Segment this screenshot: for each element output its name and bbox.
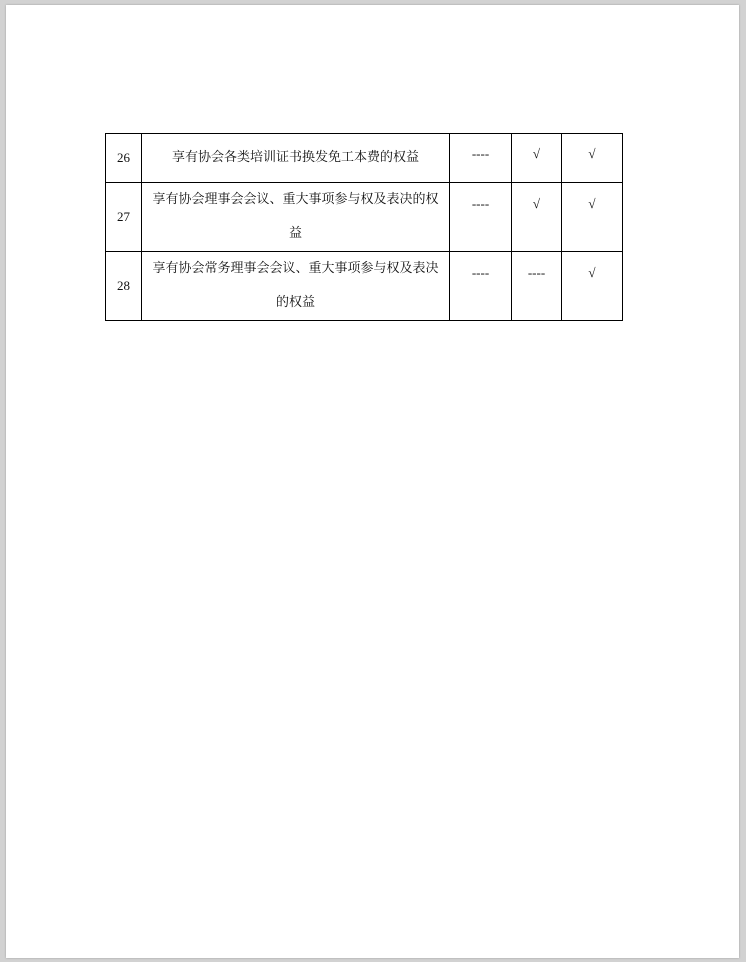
mark-cell: √ xyxy=(562,252,623,321)
document-page xyxy=(6,5,739,958)
right-description xyxy=(142,252,450,321)
mark-cell: √ xyxy=(562,183,623,252)
mark-cell: ---- xyxy=(512,252,562,321)
mark-cell: ---- xyxy=(450,183,512,252)
right-description-text: 享有协会常务理事会会议、重大事项参与权及表决的权益 xyxy=(152,261,439,310)
row-number: 28 xyxy=(106,252,142,321)
table-row xyxy=(106,183,623,252)
mark-cell: √ xyxy=(562,134,623,183)
table-row xyxy=(106,252,623,321)
mark-cell: √ xyxy=(512,134,562,183)
right-description-text: 享有协会理事会会议、重大事项参与权及表决的权益 xyxy=(152,192,439,241)
mark-cell: ---- xyxy=(450,134,512,183)
right-description-text: 享有协会各类培训证书换发免工本费的权益 xyxy=(171,150,419,165)
right-description xyxy=(142,183,450,252)
table-row xyxy=(106,134,623,183)
row-number: 27 xyxy=(106,183,142,252)
mark-cell: √ xyxy=(512,183,562,252)
row-number: 26 xyxy=(106,134,142,183)
mark-cell: ---- xyxy=(450,252,512,321)
right-description xyxy=(142,134,450,183)
membership-rights-table xyxy=(105,133,623,321)
